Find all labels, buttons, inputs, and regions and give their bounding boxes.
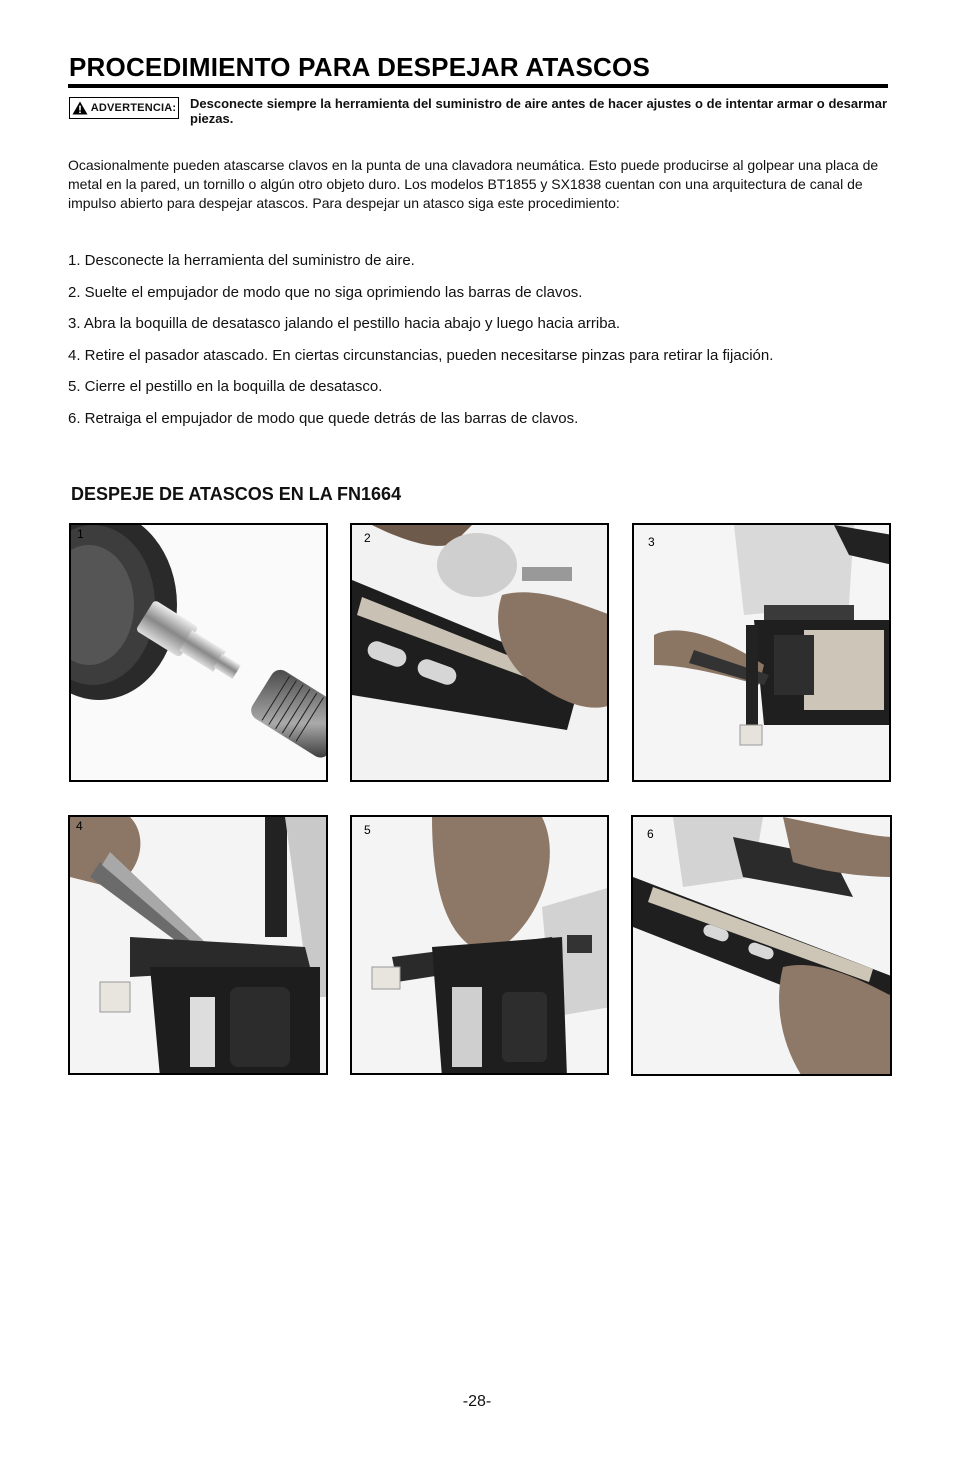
pliers-remove-nail-illustration (70, 817, 328, 1075)
page-number: -28- (462, 1393, 492, 1410)
figure-3-photo (632, 523, 891, 782)
warning-text: Desconecte siempre la herramienta del suministro de aire antes de hacer ajustes o de intentar armar o desarmar piezas. (190, 96, 887, 126)
step-item: 1. Desconecte la herramienta del suministro de aire. (68, 252, 415, 269)
title-divider (68, 84, 888, 88)
figure-1-photo (69, 523, 328, 782)
figure-6-photo (631, 815, 892, 1076)
nailer-pusher-illustration (352, 525, 609, 782)
figure-number: 4 (76, 819, 83, 833)
intro-paragraph: Ocasionalmente pueden atascarse clavos en la punta de una clavadora neumática. Esto puede producirse al golpear una placa de metal en la pared, un tornillo o algún otro objeto duro. Los modelos BT1855 y SX1838 cuentan con una arquitectura de canal de impulso abierto para despejar atascos. Para despejar un atasco siga este procedimiento: (68, 157, 879, 211)
step-item: 4. Retire el pasador atascado. En ciertas circunstancias, pueden necesitarse pinzas para retirar la fijación. (68, 346, 774, 364)
figure-number: 1 (77, 527, 84, 541)
figure-2-photo (350, 523, 609, 782)
warning-badge-label: ADVERTENCIA: (90, 102, 177, 114)
warning-triangle-icon (72, 101, 88, 115)
figure-number: 2 (364, 531, 371, 545)
figure-5-photo (350, 815, 609, 1075)
section-title: DESPEJE DE ATASCOS EN LA FN1664 (71, 484, 402, 504)
steps-list (68, 252, 890, 441)
close-latch-illustration (352, 817, 609, 1075)
nozzle-latch-illustration (634, 525, 891, 782)
figure-number: 5 (364, 823, 371, 837)
figure-number: 3 (648, 535, 655, 549)
retract-pusher-illustration (633, 817, 892, 1076)
figure-number: 6 (647, 827, 654, 841)
step-item: 5. Cierre el pestillo en la boquilla de desatasco. (68, 378, 383, 395)
step-item: 2. Suelte el empujador de modo que no siga oprimiendo las barras de clavos. (68, 283, 583, 301)
step-item: 3. Abra la boquilla de desatasco jalando el pestillo hacia abajo y luego hacia arriba. (68, 315, 621, 332)
warning-badge (69, 97, 179, 119)
air-fitting-illustration (71, 525, 328, 782)
figure-4-photo (68, 815, 328, 1075)
step-item: 6. Retraiga el empujador de modo que quede detrás de las barras de clavos. (68, 409, 579, 427)
page-title: PROCEDIMIENTO PARA DESPEJAR ATASCOS (69, 52, 650, 82)
